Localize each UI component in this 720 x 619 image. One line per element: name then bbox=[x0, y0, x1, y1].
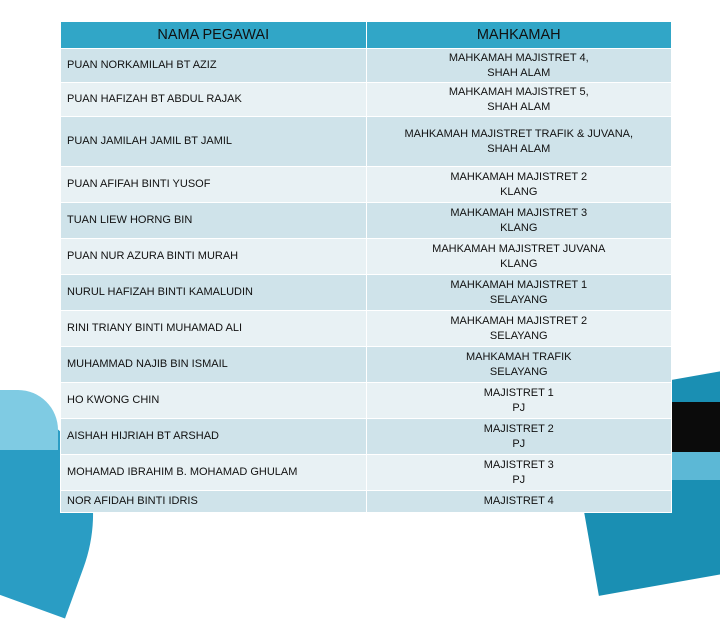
staff-name-cell: NOR AFIDAH BINTI IDRIS bbox=[61, 491, 367, 513]
header-nama-pegawai: NAMA PEGAWAI bbox=[61, 22, 367, 49]
court-line: KLANG bbox=[500, 257, 538, 270]
court-cell bbox=[366, 239, 672, 275]
court-cell bbox=[366, 49, 672, 83]
court-cell bbox=[366, 347, 672, 383]
decorative-wave-right-light bbox=[668, 450, 720, 480]
staff-name-cell: AISHAH HIJRIAH BT ARSHAD bbox=[61, 419, 367, 455]
staff-court-table bbox=[60, 21, 672, 513]
court-line: MAHKAMAH MAJISTRET 2 bbox=[450, 314, 588, 327]
court-cell bbox=[366, 117, 672, 167]
court-line: SELAYANG bbox=[489, 365, 548, 378]
table-header-row bbox=[61, 22, 672, 49]
court-line: MAJISTRET 1 bbox=[483, 386, 554, 399]
staff-name-cell: HO KWONG CHIN bbox=[61, 383, 367, 419]
court-line: MAHKAMAH TRAFIK bbox=[465, 350, 572, 363]
court-line: SHAH ALAM bbox=[487, 142, 551, 155]
court-cell bbox=[366, 419, 672, 455]
staff-name-cell: MOHAMAD IBRAHIM B. MOHAMAD GHULAM bbox=[61, 455, 367, 491]
court-cell bbox=[366, 311, 672, 347]
staff-name-cell: NURUL HAFIZAH BINTI KAMALUDIN bbox=[61, 275, 367, 311]
court-line: MAHKAMAH MAJISTRET 2 bbox=[450, 170, 588, 183]
table-row bbox=[61, 311, 672, 347]
court-line: PJ bbox=[512, 473, 526, 486]
staff-name-cell: PUAN NUR AZURA BINTI MURAH bbox=[61, 239, 367, 275]
table-row bbox=[61, 383, 672, 419]
table-row bbox=[61, 83, 672, 117]
table-body bbox=[61, 49, 672, 513]
court-line: MAHKAMAH MAJISTRET 5, bbox=[448, 85, 589, 98]
header-mahkamah: MAHKAMAH bbox=[366, 22, 672, 49]
staff-name-cell: PUAN AFIFAH BINTI YUSOF bbox=[61, 167, 367, 203]
court-cell bbox=[366, 167, 672, 203]
court-line: SHAH ALAM bbox=[487, 66, 551, 79]
court-line: MAHKAMAH MAJISTRET 4, bbox=[448, 51, 589, 64]
court-line: SELAYANG bbox=[489, 293, 548, 306]
staff-name-cell: PUAN JAMILAH JAMIL BT JAMIL bbox=[61, 117, 367, 167]
court-cell bbox=[366, 491, 672, 513]
court-line: PJ bbox=[512, 401, 526, 414]
court-line: MAHKAMAH MAJISTRET TRAFIK & JUVANA, bbox=[404, 127, 634, 140]
staff-name-cell: MUHAMMAD NAJIB BIN ISMAIL bbox=[61, 347, 367, 383]
court-line: MAJISTRET 4 bbox=[483, 495, 554, 507]
court-cell bbox=[366, 455, 672, 491]
table-row bbox=[61, 491, 672, 513]
staff-name-cell: PUAN NORKAMILAH BT AZIZ bbox=[61, 49, 367, 83]
court-cell bbox=[366, 203, 672, 239]
decorative-wave-left-light bbox=[0, 390, 58, 450]
court-cell bbox=[366, 275, 672, 311]
table-row bbox=[61, 275, 672, 311]
table-row bbox=[61, 239, 672, 275]
staff-name-cell: TUAN LIEW HORNG BIN bbox=[61, 203, 367, 239]
table-row bbox=[61, 419, 672, 455]
table-row bbox=[61, 347, 672, 383]
court-line: PJ bbox=[512, 437, 526, 450]
staff-name-cell: PUAN HAFIZAH BT ABDUL RAJAK bbox=[61, 83, 367, 117]
table-row bbox=[61, 167, 672, 203]
court-line: KLANG bbox=[500, 221, 538, 234]
court-line: MAJISTRET 2 bbox=[483, 422, 554, 435]
court-cell bbox=[366, 383, 672, 419]
staff-name-cell: RINI TRIANY BINTI MUHAMAD ALI bbox=[61, 311, 367, 347]
table-row bbox=[61, 117, 672, 167]
court-cell bbox=[366, 83, 672, 117]
table-row bbox=[61, 49, 672, 83]
court-line: MAJISTRET 3 bbox=[483, 458, 554, 471]
table-row bbox=[61, 455, 672, 491]
court-line: MAHKAMAH MAJISTRET 3 bbox=[450, 206, 588, 219]
court-line: SELAYANG bbox=[489, 329, 548, 342]
court-line: SHAH ALAM bbox=[487, 100, 551, 113]
court-line: MAHKAMAH MAJISTRET JUVANA bbox=[432, 242, 606, 255]
court-line: MAHKAMAH MAJISTRET 1 bbox=[450, 278, 588, 291]
court-line: KLANG bbox=[500, 185, 538, 198]
table-row bbox=[61, 203, 672, 239]
